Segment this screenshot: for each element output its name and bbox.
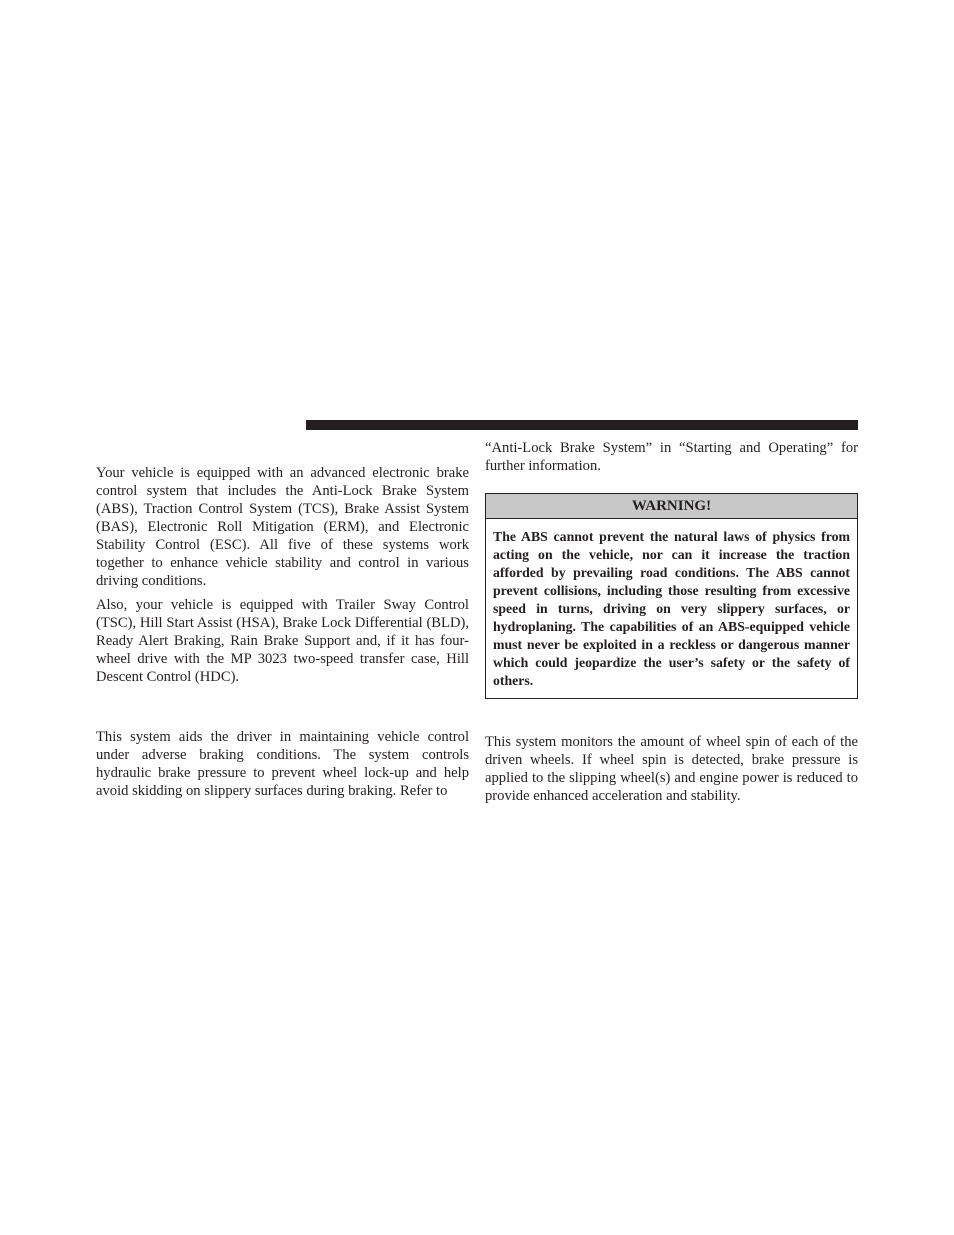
intro-paragraph: Your vehicle is equipped with an advanced electronic brake control system that includes the Anti-Lock Brake System (ABS), Traction Control System (TCS), Brake Assist System (BAS), Electronic Roll Mitigation (ERM), and Electronic Stability Control (ESC). All five of these systems work together to enhance vehicle stability and control in various driving conditions. (96, 465, 469, 589)
warning-text: The ABS cannot prevent the natural laws of physics from acting on the vehicle, nor can it increase the traction afforded by prevailing road conditions. The ABS cannot prevent collisions, including those resulting from excessive speed in turns, driving on very slippery surfaces, or hydroplaning. The capabilities of an ABS-equipped vehicle must never be exploited in a reckless or dangerous manner which could jeopardize the user’s safety or the safety of others. (493, 529, 850, 688)
systems-paragraph: Also, your vehicle is equipped with Trailer Sway Control (TSC), Hill Start Assist (HSA), Brake Lock Differential (BLD), Ready Alert Braking, Rain Brake Support and, if it has four-wheel drive with the MP 3023 two-speed transfer case, Hill Descent Control (HDC). (96, 597, 469, 685)
warning-title: WARNING! (486, 494, 857, 519)
tcs-paragraph: This system monitors the amount of wheel spin of each of the driven wheels. If wheel spin is detected, brake pressure is applied to the slipping wheel(s) and engine power is reduced to provide enhanced acceleration and stability. (485, 734, 858, 804)
left-column (96, 464, 469, 800)
abs-continued-paragraph: “Anti-Lock Brake System” in “Starting and Operating” for further information. (485, 440, 858, 474)
header-rule (306, 420, 858, 430)
warning-box (485, 493, 858, 699)
section-spacer (485, 699, 858, 733)
abs-paragraph: This system aids the driver in maintaining vehicle control under adverse braking conditions. The system controls hydraulic brake pressure to prevent wheel lock-up and help avoid skidding on slippery surfaces during braking. Refer to (96, 729, 469, 799)
right-column (485, 439, 858, 805)
section-spacer (96, 686, 469, 728)
